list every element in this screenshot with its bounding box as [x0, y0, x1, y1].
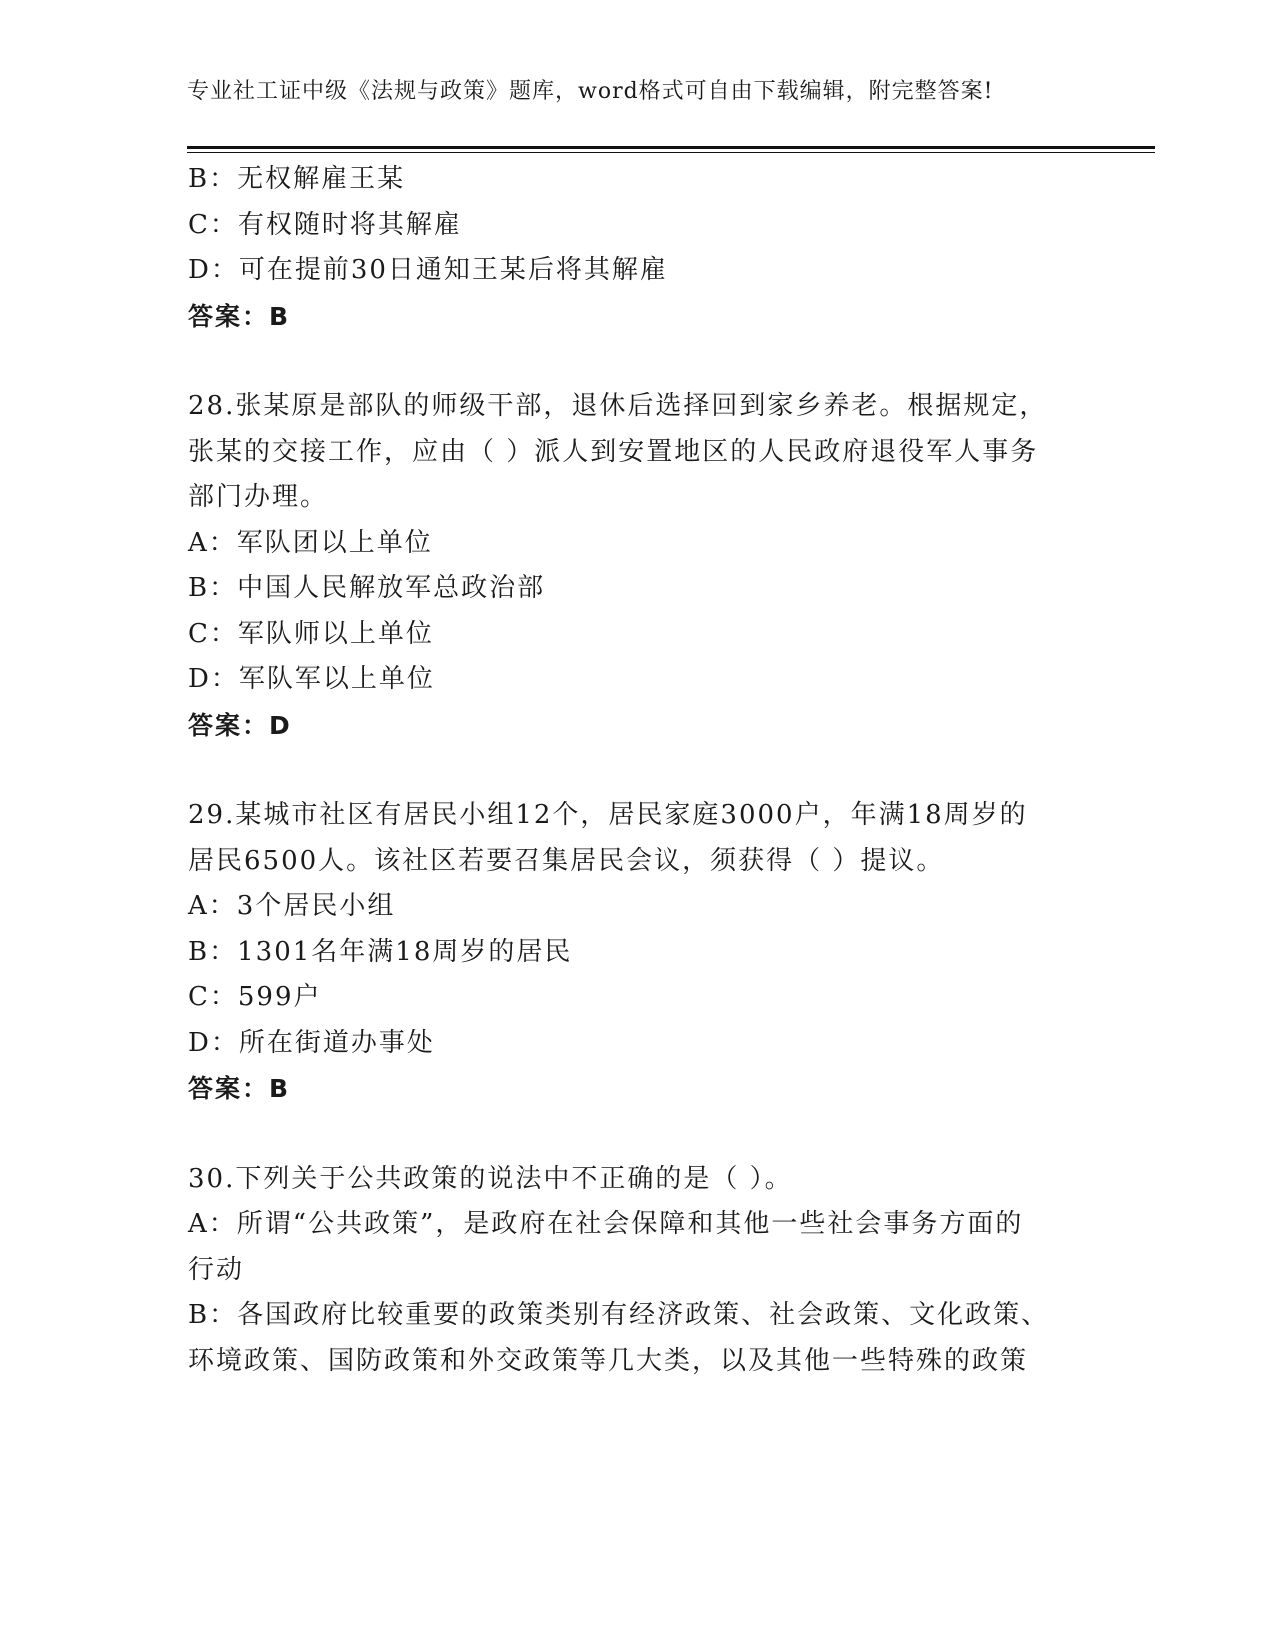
option-b-continued: 环境政策、国防政策和外交政策等几大类，以及其他一些特殊的政策 [188, 1345, 1029, 1376]
option-a: A：所谓“公共政策”，是政府在社会保障和其他一些社会事务方面的 [188, 1209, 1024, 1239]
option-d: D：军队军以上单位 [188, 664, 435, 694]
question-stem-line: 张某的交接工作，应由（ ）派人到安置地区的人民政府退役军人事务 [188, 436, 1039, 467]
option-c: C：有权随时将其解雇 [188, 209, 462, 240]
prev-question-block [188, 157, 1088, 339]
question-stem-line: 居民6500人。该社区若要召集居民会议，须获得（ ）提议。 [188, 845, 945, 876]
option-d: D：可在提前30日通知王某后将其解雇 [188, 255, 668, 285]
option-b: B：各国政府比较重要的政策类别有经济政策、社会政策、文化政策、 [188, 1300, 1050, 1330]
option-a-continued: 行动 [188, 1254, 245, 1285]
header-rule-thick [187, 146, 1155, 149]
option-b: B：1301名年满18周岁的居民 [188, 936, 573, 967]
question-stem-line: 28.张某原是部队的师级干部，退休后选择回到家乡养老。根据规定， [188, 391, 1048, 421]
answer-label: 答案：D [188, 710, 292, 740]
option-c: C：599户 [188, 982, 322, 1012]
question-28-block [188, 384, 1088, 748]
header-rule-thin [187, 152, 1155, 153]
answer-label: 答案：B [188, 301, 291, 331]
question-stem-line: 30.下列关于公共政策的说法中不正确的是（ ）。 [188, 1163, 793, 1194]
option-a: A：军队团以上单位 [188, 527, 433, 558]
question-30-block [188, 1157, 1088, 1385]
option-b: B：无权解雇王某 [188, 164, 406, 194]
answer-label: 答案：B [188, 1074, 291, 1103]
page-header: 专业社工证中级《法规与政策》题库，word格式可自由下载编辑，附完整答案! [187, 79, 994, 104]
option-d: D：所在街道办事处 [188, 1027, 435, 1058]
question-stem-line: 29.某城市社区有居民小组12个，居民家庭3000户，年满18周岁的 [188, 800, 1028, 830]
option-c: C：军队师以上单位 [188, 618, 434, 649]
option-a: A：3个居民小组 [188, 891, 396, 921]
question-29-block [188, 793, 1088, 1112]
option-b: B：中国人民解放军总政治部 [188, 573, 546, 603]
question-content [188, 157, 1088, 1384]
question-stem-line: 部门办理。 [188, 482, 329, 512]
